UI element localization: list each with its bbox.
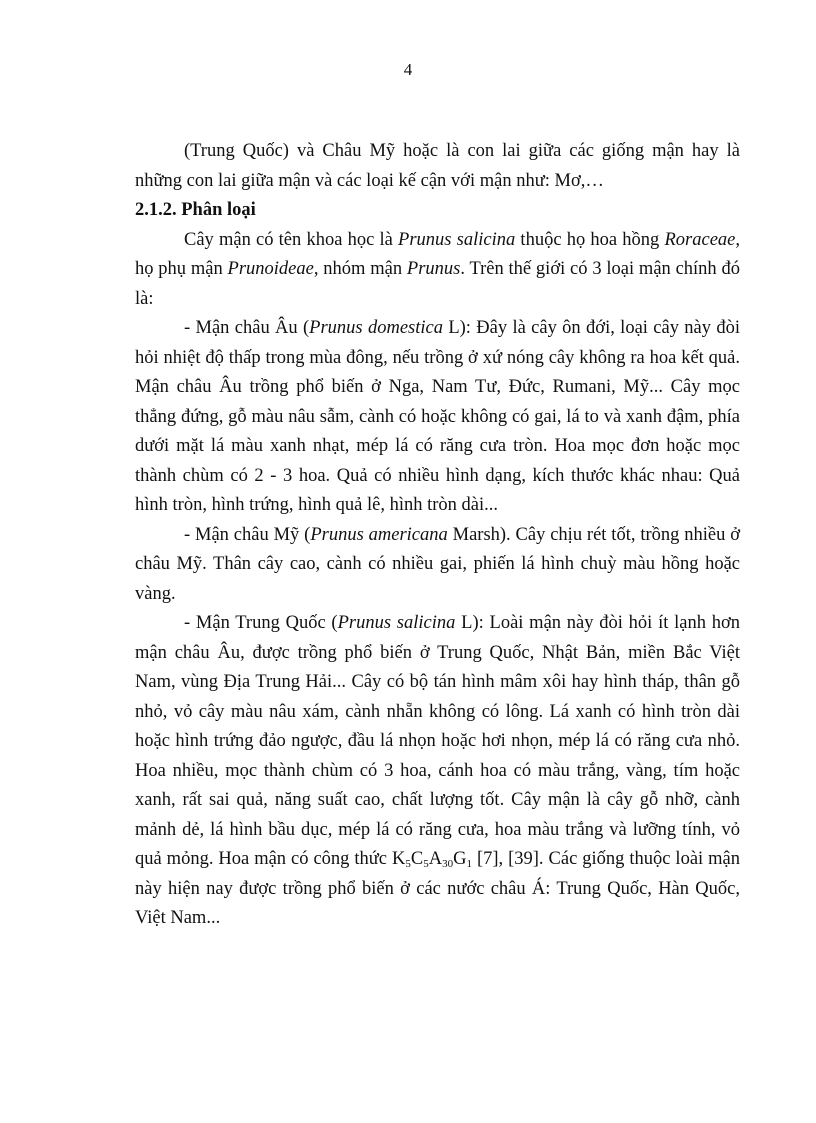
text: thuộc họ hoa hồng [515, 229, 665, 250]
text: - Mận châu Mỹ ( [184, 524, 311, 545]
subfamily-name: Prunoideae [227, 259, 314, 279]
european-plum-paragraph [135, 314, 740, 521]
text: - Mận châu Âu ( [184, 318, 310, 338]
text: Marsh). Cây chịu rét tốt, trồng nhiều ở châu Mỹ. Thân cây cao, cành có nhiều gai, phiến lá hình chuỳ màu hồng hoặc vàng. [135, 524, 740, 604]
text: . Trên thế giới có 3 loại mận chính đó là: [135, 259, 740, 309]
text: [7], [39]. Các giống thuộc loài mận này hiện nay được trồng phổ biến ở các nước châu Á: Trung Quốc, Hàn Quốc, Việt Nam... [135, 849, 740, 928]
family-name: Roraceae, [664, 229, 740, 250]
section-heading: 2.1.2. Phân loại [135, 200, 256, 220]
scientific-name: Prunus domestica [309, 318, 443, 338]
text: L): Loài mận này đòi hỏi ít lạnh hơn mận châu Âu, được trồng phổ biến ở Trung Quốc, Nhật Bản, miền Bắc Việt Nam, vùng Địa Trung Hải... Cây có bộ tán hình mâm xôi hay hình tháp, thân gỗ nhỏ, vỏ cây màu nâu xám, cành nhẵn không có lông. Lá xanh có hình tròn dài hoặc hình trứng đảo ngược, đầu lá nhọn hoặc hơi nhọn, mép lá có răng cưa nhỏ. Hoa nhiều, mọc thành chùm có 3 hoa, cánh hoa có màu trắng, vàng, tím hoặc xanh, rất sai quả, năng suất cao, chất lượng tốt. Cây mận là cây gỗ nhỡ, cành mảnh dẻ, lá hình bầu dục, mép lá có răng cưa, hoa màu trắng và lưỡng tính, vỏ quả mỏng. Hoa mận có công thức [135, 613, 741, 869]
intro-text: (Trung Quốc) và Châu Mỹ hoặc là con lai giữa các giống mận hay là những con lai giữa mận và các loại kế cận với mận như: Mơ,… [135, 141, 740, 191]
page-number: 4 [403, 60, 413, 79]
scientific-name: Prunus salicina [337, 613, 456, 633]
flower-formula: $K_5C_5A_{30}G_1$ [392, 849, 472, 870]
document-body [135, 137, 740, 934]
text: L): Đây là cây ôn đới, loại cây này đòi hỏi nhiệt độ thấp trong mùa đông, nếu trồng ở xứ nóng cây không ra hoa kết quả. Mận châu Âu trồng phổ biến ở Nga, Nam Tư, Đức, Rumani, Mỹ... Cây mọc thẳng đứng, gỗ màu nâu sẫm, cành có hoặc không có gai, lá to và xanh đậm, phía dưới mặt lá màu xanh nhạt, mép lá có răng cưa tròn. Hoa mọc đơn hoặc mọc thành chùm có 2 - 3 hoa. Quả có nhiều hình dạng, kích thước khác nhau: Quả hình tròn, hình trứng, hình quả lê, hình tròn dài... [135, 318, 740, 515]
chinese-plum-paragraph [135, 609, 740, 934]
text: Cây mận có tên khoa học là [184, 229, 399, 250]
genus-name: Prunus [406, 259, 461, 279]
scientific-name: Prunus salicina [398, 229, 516, 250]
text: , nhóm mận [313, 259, 407, 279]
scientific-name: Prunus americana [310, 524, 448, 545]
classification-paragraph [135, 226, 740, 315]
text: - Mận Trung Quốc ( [184, 613, 338, 633]
intro-paragraph [135, 137, 740, 196]
text: họ phụ mận [135, 259, 228, 279]
american-plum-paragraph [135, 521, 740, 610]
